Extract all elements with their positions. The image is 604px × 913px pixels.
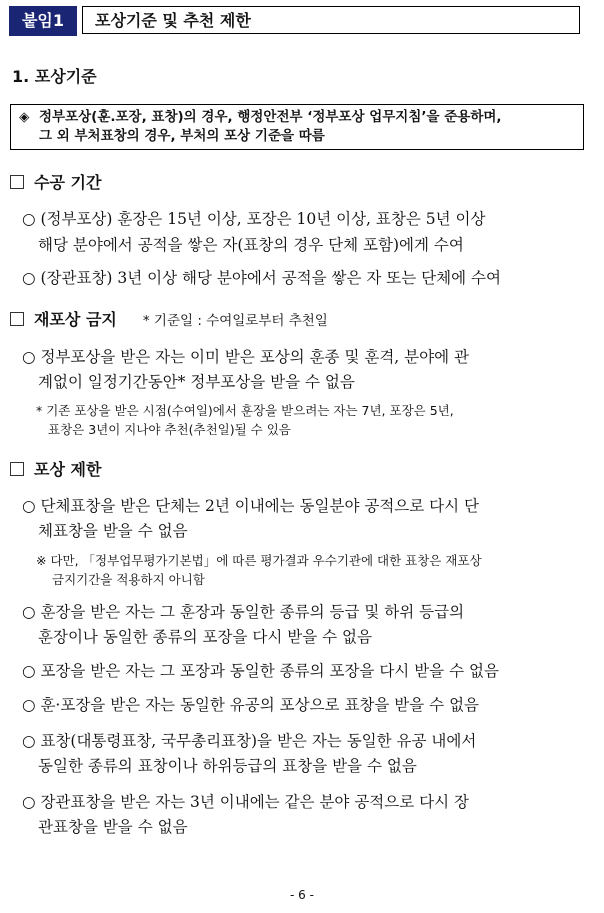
notice-line-2: 그 외 부처표창의 경우, 부처의 포상 기준을 따름 — [39, 128, 325, 144]
list-item: ○ 정부포상을 받은 자는 이미 받은 포상의 훈종 및 훈격, 분야에 관 — [22, 348, 469, 366]
subsection-heading-period — [10, 170, 101, 193]
list-item: ○ (정부포상) 훈장은 15년 이상, 포장은 10년 이상, 표창은 5년 이상 — [22, 210, 486, 228]
heading-label: 수공 기간 — [34, 173, 102, 192]
checkbox-square-icon — [10, 462, 24, 476]
diamond-icon: ◈ — [19, 109, 30, 125]
checkbox-square-icon — [10, 312, 24, 326]
list-item-continuation: 동일한 종류의 표창이나 하위등급의 표창을 받을 수 없음 — [38, 757, 417, 775]
list-item-continuation: 계없이 일정기간동안* 정부포상을 받을 수 없음 — [38, 373, 355, 391]
notice-box — [10, 104, 584, 150]
heading-label: 재포상 금지 — [34, 310, 117, 329]
list-item-continuation: 관표창을 받을 수 없음 — [38, 818, 188, 836]
list-item: ○ 장관표창을 받은 자는 3년 이내에는 같은 분야 공적으로 다시 장 — [22, 793, 469, 811]
list-item: ○ 훈·포장을 받은 자는 동일한 유공의 포상으로 표창을 받을 수 없음 — [22, 696, 480, 714]
page-title: 포상기준 및 추천 제한 — [82, 6, 580, 34]
list-item: ○ 표창(대통령표창, 국무총리표창)을 받은 자는 동일한 유공 내에서 — [22, 732, 477, 750]
subsection-heading-restriction — [10, 457, 101, 480]
list-item: ○ 포장을 받은 자는 그 포장과 동일한 종류의 포장을 다시 받을 수 없음 — [22, 662, 499, 680]
list-item: ○ 단체표창을 받은 단체는 2년 이내에는 동일분야 공적으로 다시 단 — [22, 497, 480, 515]
heading-note: * 기준일 : 수여일로부터 추천일 — [142, 312, 328, 329]
heading-label: 포상 제한 — [34, 460, 102, 479]
list-item-continuation: 체표창을 받을 수 없음 — [38, 522, 188, 540]
section-title: 1. 포상기준 — [12, 67, 97, 86]
attachment-badge: 붙임1 — [9, 6, 77, 36]
page-number: - 6 - — [290, 888, 314, 902]
list-item: ○ 훈장을 받은 자는 그 훈장과 동일한 종류의 등급 및 하위 등급의 — [22, 603, 465, 621]
footnote-continuation: 표창은 3년이 지나야 추천(추천일)될 수 있음 — [48, 422, 291, 437]
footnote: * 기존 포상을 받은 시점(수여일)에서 훈장을 받으려는 자는 7년, 포장은 5년, — [36, 403, 454, 418]
checkbox-square-icon — [10, 175, 24, 189]
list-item: ○ (장관표창) 3년 이상 해당 분야에서 공적을 쌓은 자 또는 단체에 수여 — [22, 269, 501, 287]
subsection-heading-reaward — [10, 307, 328, 330]
list-item-continuation: 해당 분야에서 공적을 쌓은 자(표창의 경우 단체 포함)에게 수여 — [38, 236, 464, 254]
footnote-continuation: 금지기간을 적용하지 아니함 — [52, 572, 205, 587]
notice-line-1: 정부포상(훈.포장, 표창)의 경우, 행정안전부 ‘정부포상 업무지침’을 준용하며, — [39, 109, 502, 125]
list-item-continuation: 훈장이나 동일한 종류의 포장을 다시 받을 수 없음 — [38, 628, 372, 646]
footnote: ※ 다만, 「정부업무평가기본법」에 따른 평가결과 우수기관에 대한 표창은 재포상 — [36, 553, 482, 568]
